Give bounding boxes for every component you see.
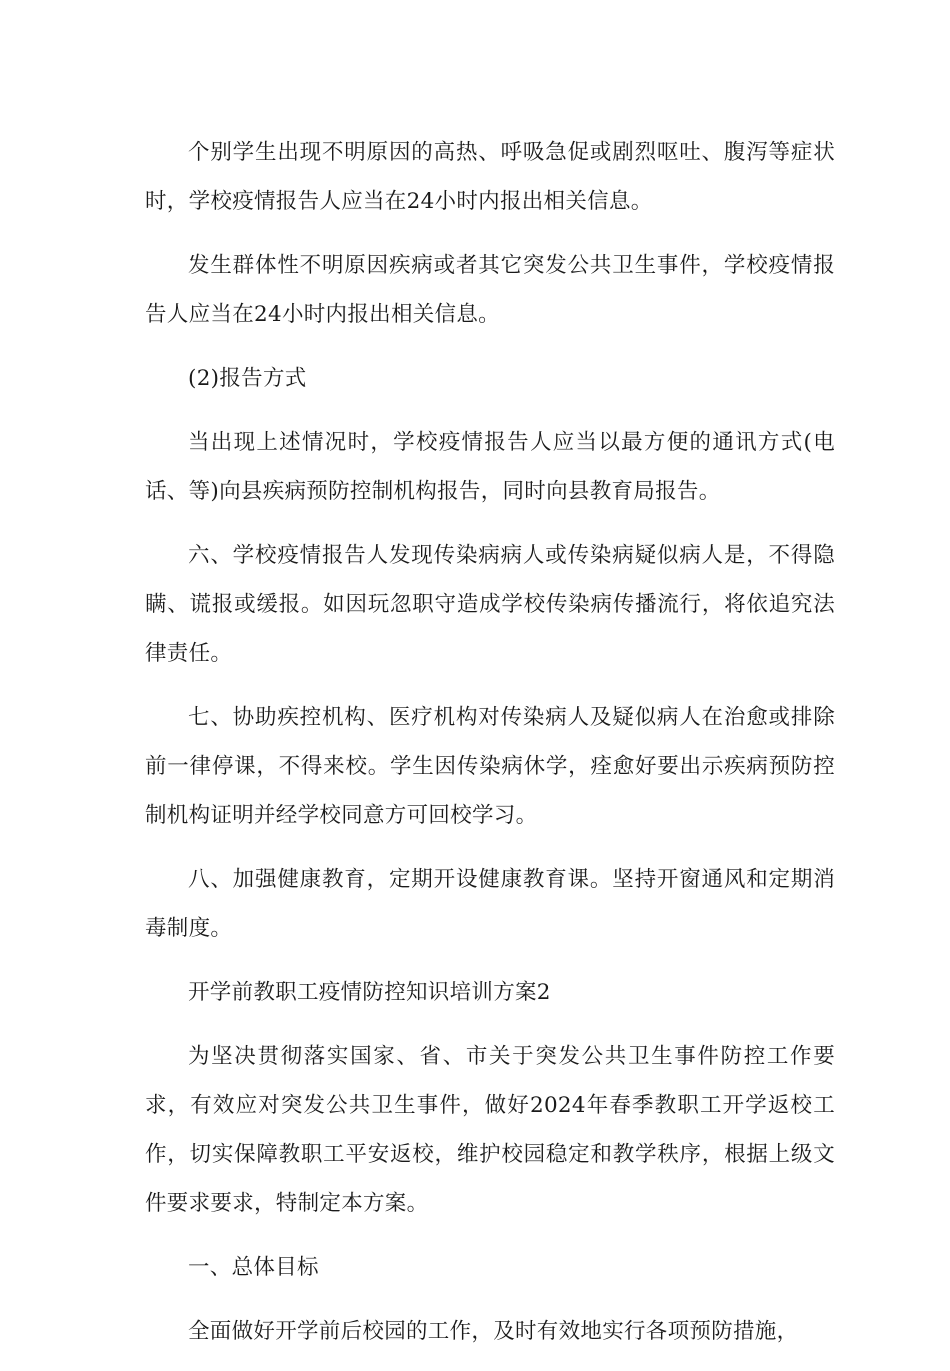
paragraph-item-eight: 八、加强健康教育，定期开设健康教育课。坚持开窗通风和定期消毒制度。 xyxy=(145,867,835,941)
section-title-plan-2: 开学前教职工疫情防控知识培训方案2 xyxy=(188,980,551,1005)
heading-report-method: (2)报告方式 xyxy=(188,366,307,391)
paragraph-plan-intro: 为坚决贯彻落实国家、省、市关于突发公共卫生事件防控工作要求，有效应对突发公共卫生事件，做好2024年春季教职工开学返校工作，切实保障教职工平安返校，维护校园稳定和教学秩序，根据上级文件要求要求，特制定本方案。 xyxy=(145,1044,835,1216)
paragraph-goal-text: 全面做好开学前后校园的工作，及时有效地实行各项预防措施， xyxy=(188,1319,799,1344)
paragraph-symptom-report: 个别学生出现不明原因的高热、呼吸急促或剧烈呕吐、腹泻等症状时，学校疫情报告人应当在24小时内报出相关信息。 xyxy=(145,140,835,214)
document-body xyxy=(145,128,835,1371)
paragraph-group-illness-report: 发生群体性不明原因疾病或者其它突发公共卫生事件，学校疫情报告人应当在24小时内报出相关信息。 xyxy=(145,253,835,327)
paragraph-item-seven: 七、协助疾控机构、医疗机构对传染病人及疑似病人在治愈或排除前一律停课，不得来校。学生因传染病休学，痊愈好要出示疾病预防控制机构证明并经学校同意方可回校学习。 xyxy=(145,705,835,828)
paragraph-item-six: 六、学校疫情报告人发现传染病病人或传染病疑似病人是，不得隐瞒、谎报或缓报。如因玩忽职守造成学校传染病传播流行，将依追究法律责任。 xyxy=(145,543,835,666)
heading-overall-goal: 一、总体目标 xyxy=(188,1255,319,1280)
paragraph-report-channel: 当出现上述情况时，学校疫情报告人应当以最方便的通讯方式(电话、等)向县疾病预防控制机构报告，同时向县教育局报告。 xyxy=(145,430,835,504)
